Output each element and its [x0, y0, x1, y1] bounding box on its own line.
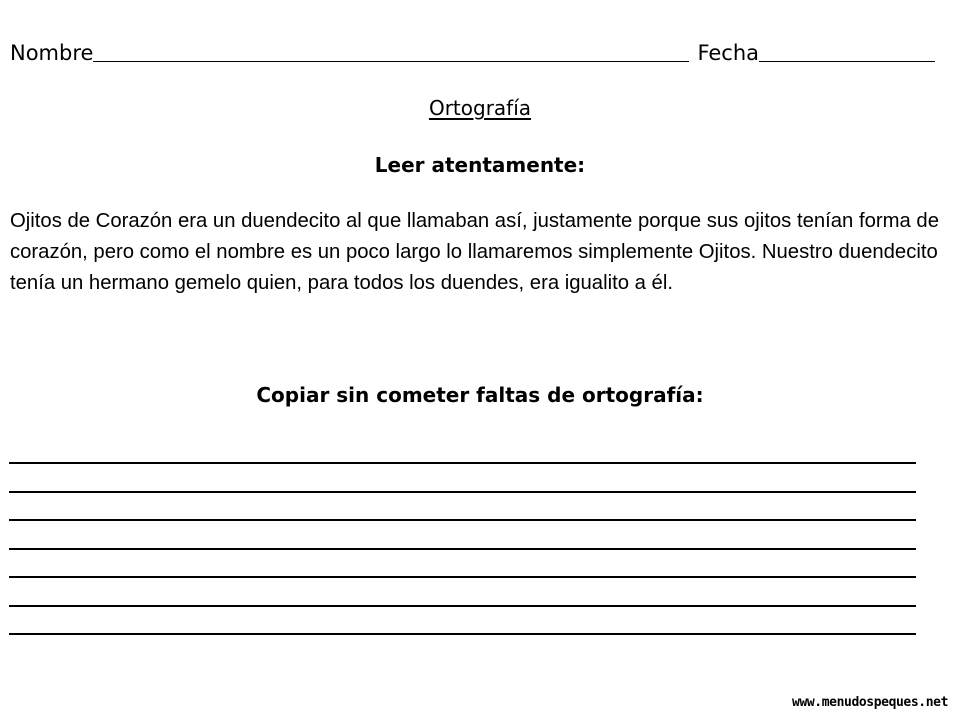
reading-text: Ojitos de Corazón era un duendecito al que llamaban así, justamente porque sus ojitos tenían forma de corazón, pero como el nombre es un poco largo lo llamaremos simplemente Ojitos. Nuestro duendecito tenía un hermano gemelo quien, para todos los duendes, era igualito a él. [10, 210, 939, 294]
date-label: Fecha [697, 41, 760, 65]
site-credit: www.menudospeques.net [792, 695, 948, 710]
name-label: Nombre [10, 41, 94, 65]
writing-line[interactable] [9, 519, 916, 521]
writing-line[interactable] [9, 605, 916, 607]
date-blank-field[interactable] [759, 43, 935, 62]
writing-line[interactable] [9, 633, 916, 635]
writing-line[interactable] [9, 576, 916, 578]
name-blank-field[interactable] [93, 43, 689, 62]
subject-title: Ortografía [428, 96, 532, 120]
writing-line[interactable] [9, 548, 916, 550]
instruction-copy: Copiar sin cometer faltas de ortografía: [256, 383, 704, 407]
writing-line[interactable] [9, 462, 916, 464]
header-row [10, 34, 935, 64]
writing-line[interactable] [9, 491, 916, 493]
instruction-read: Leer atentamente: [374, 153, 586, 177]
writing-lines-area[interactable] [9, 462, 916, 662]
